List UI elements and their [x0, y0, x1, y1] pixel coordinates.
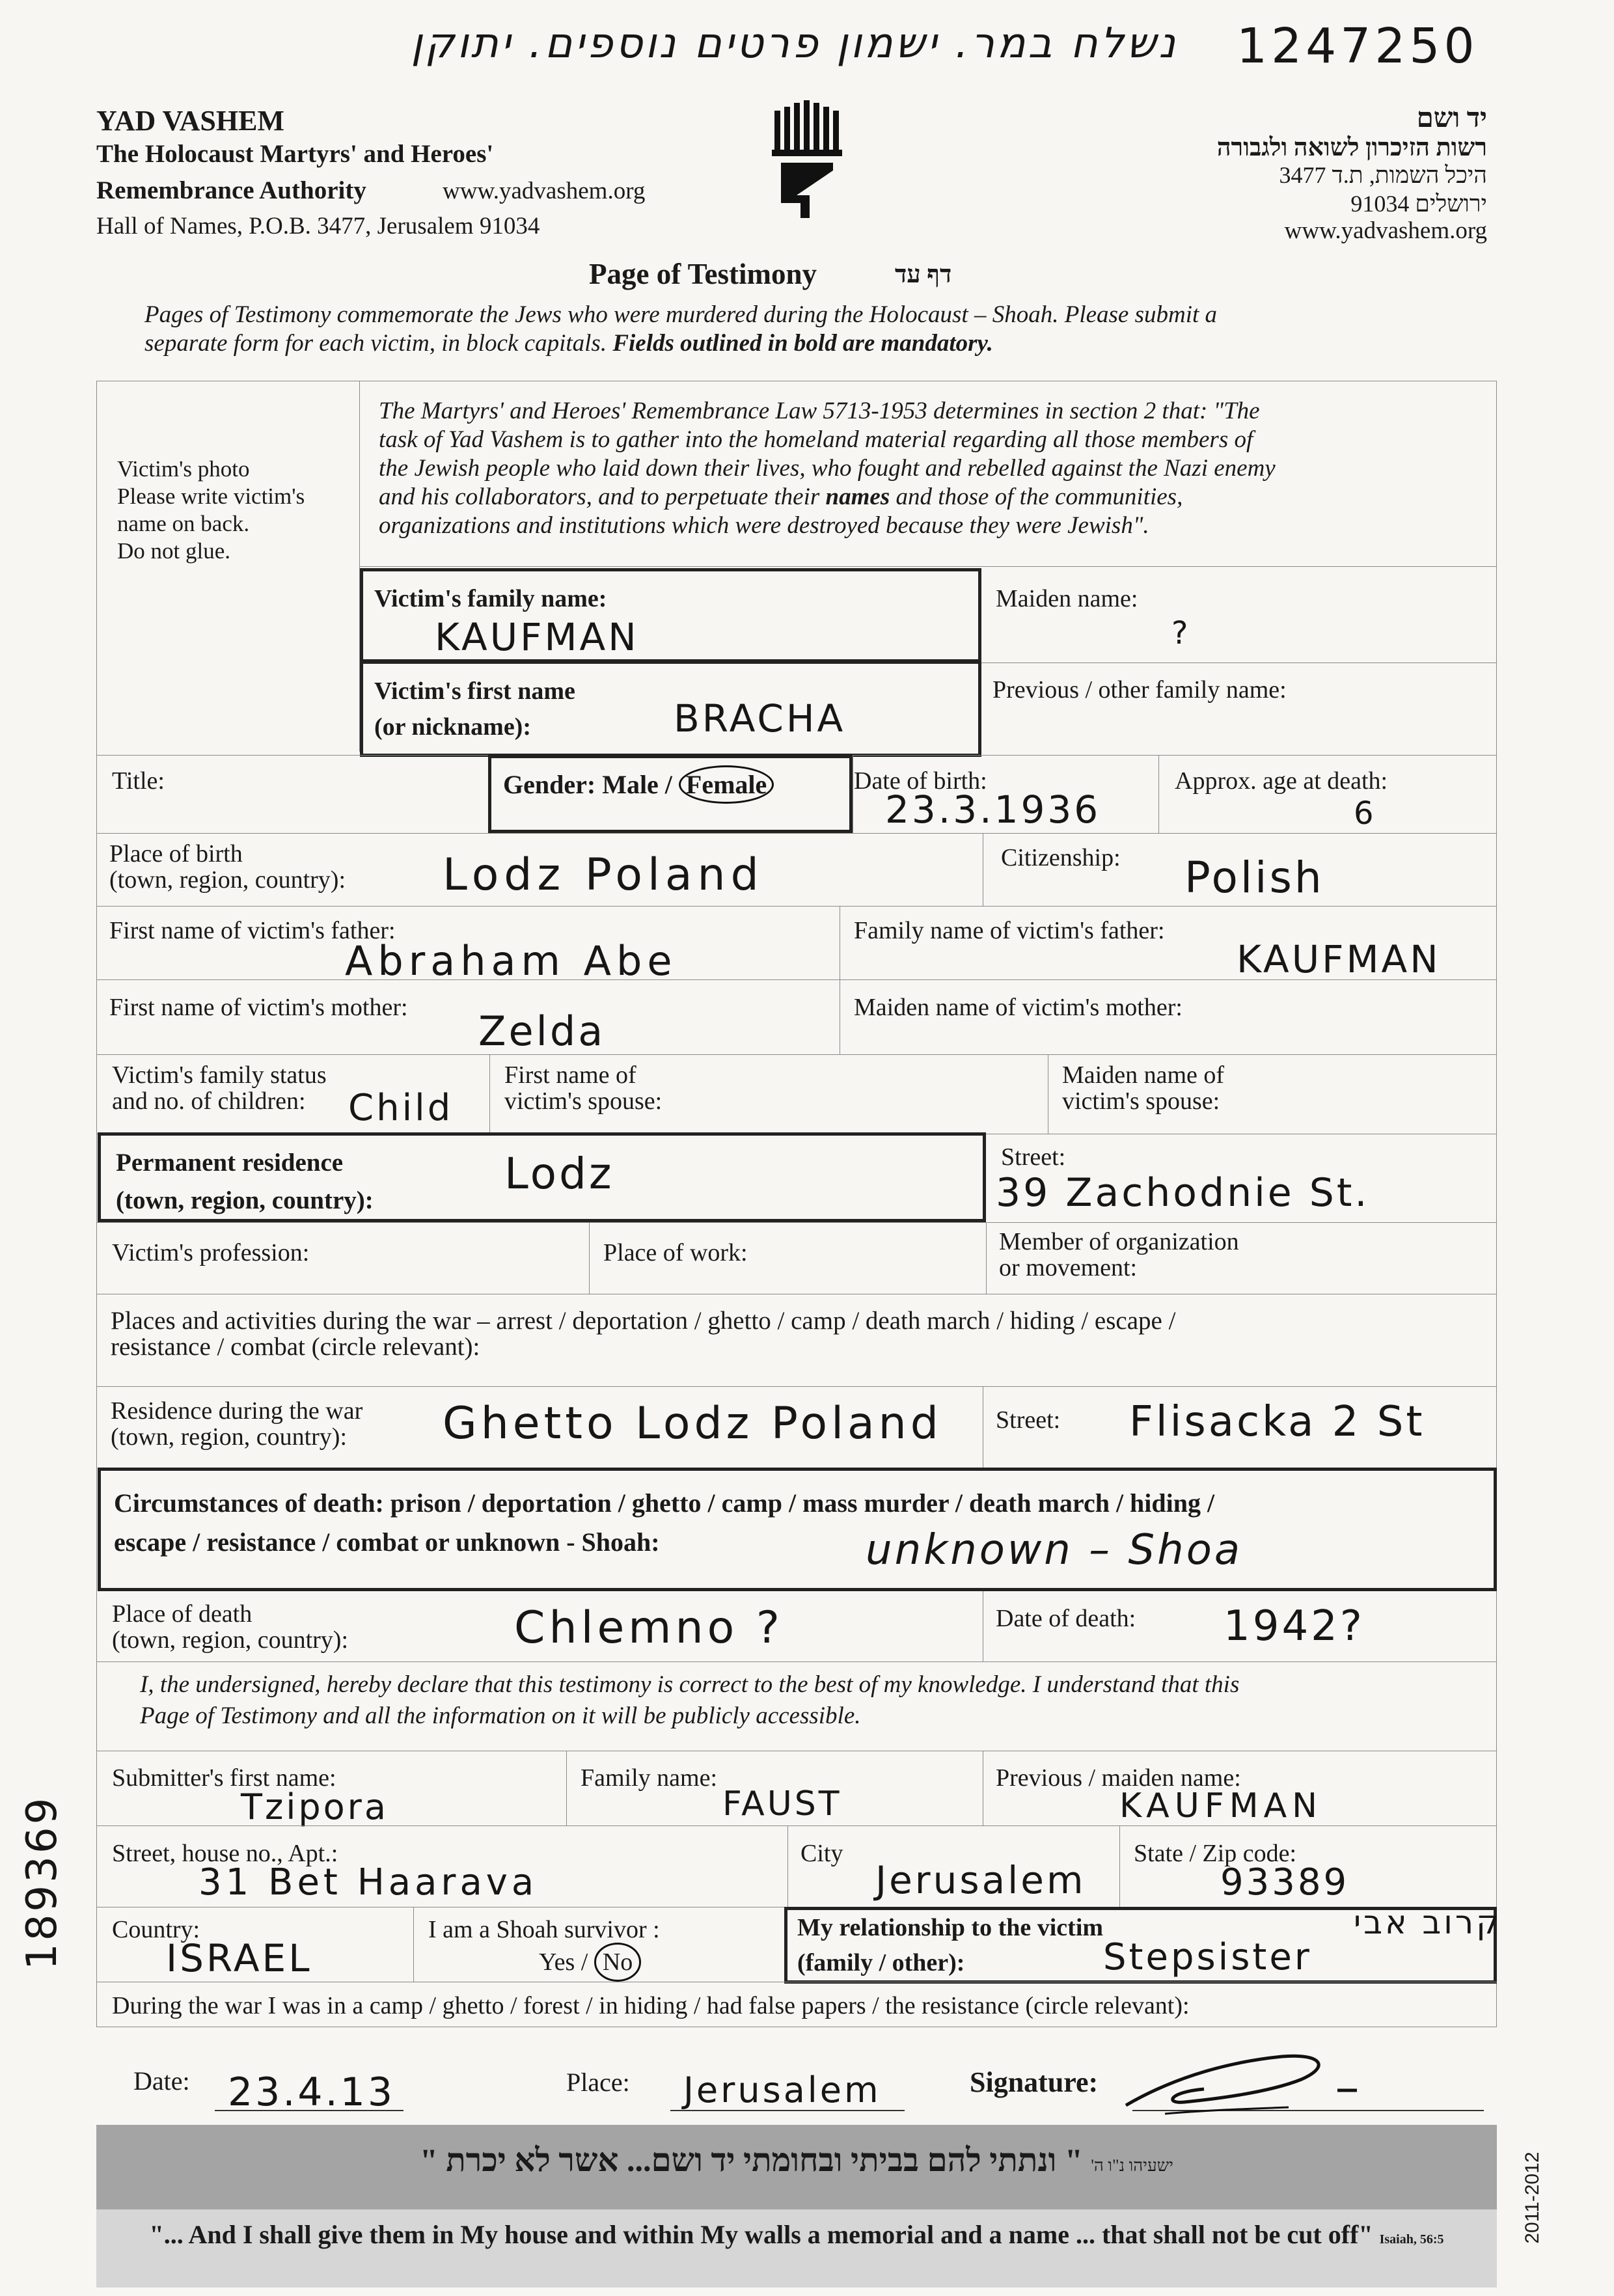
work-label: Place of work:: [603, 1239, 748, 1266]
spouse-first-divider: [489, 1054, 490, 1134]
submitter-street-label: Street, house no., Apt.:: [112, 1840, 338, 1867]
pod-label2: (town, region, country):: [112, 1626, 349, 1654]
submitter-country-value: ISRAEL: [166, 1936, 312, 1980]
law-line4: [379, 483, 1485, 512]
submitter-previous-label: Previous / maiden name:: [996, 1764, 1241, 1792]
form-title: Page of Testimony: [589, 258, 817, 290]
row-line-j: [96, 1386, 1497, 1387]
residence-value: Lodz: [504, 1149, 614, 1199]
org-member-label2: or movement:: [999, 1254, 1138, 1281]
footer-en: [104, 2219, 1489, 2250]
dob-label: Date of birth:: [854, 767, 987, 795]
first-name-label1: Victim's first name: [374, 677, 575, 705]
relationship-label2: (family / other):: [797, 1949, 965, 1976]
spouse-first-label: [504, 1062, 662, 1114]
submitter-family-value: FAUST: [722, 1784, 842, 1824]
residence-label: [116, 1144, 374, 1220]
org-name: YAD VASHEM: [96, 105, 284, 137]
submitter-street-value: 31 Bet Haarava: [198, 1861, 538, 1904]
relationship-label: [797, 1910, 1103, 1980]
submitter-zip-label: State / Zip code:: [1134, 1840, 1297, 1867]
submitter-zip-value: 93389: [1220, 1861, 1350, 1904]
row-line-k: [96, 1661, 1497, 1662]
place-value: Jerusalem: [683, 2070, 881, 2111]
signature-label: Signature:: [970, 2066, 1099, 2098]
footer-heb-quote: " ונתתי להם בביתי ובחומתי יד ושם... אשר לא יכרת ": [420, 2142, 1083, 2178]
relationship-label1: My relationship to the victim: [797, 1914, 1104, 1941]
photo-instructions: [117, 456, 305, 565]
survivor-no[interactable]: No: [594, 1943, 641, 1982]
citizenship-value: Polish: [1184, 853, 1324, 903]
family-status-label: [112, 1062, 327, 1114]
street-value: 39 Zachodnie St.: [996, 1170, 1370, 1216]
intro-text: [144, 301, 1511, 358]
family-status-label2: and no. of children:: [112, 1087, 306, 1115]
previous-family-name-label: Previous / other family name:: [992, 676, 1287, 704]
survivor-divider: [413, 1907, 414, 1982]
war-residence-label1: Residence during the war: [111, 1397, 363, 1425]
relationship-value: Stepsister: [1103, 1936, 1312, 1978]
heb-org-line1: רשות הזיכרון לשואה ולגבורה: [1216, 134, 1487, 161]
survivor-options: [539, 1949, 641, 1975]
during-war-label: During the war I was in a camp / ghetto / forest / in hiding / had false papers / the resistance (circle relevant):: [112, 1992, 1190, 2019]
spouse-first-label1: First name of: [504, 1061, 636, 1089]
place-label: Place:: [566, 2068, 630, 2097]
declaration-line2: Page of Testimony and all the information on it will be publicly accessible.: [140, 1702, 861, 1729]
org-website: www.yadvashem.org: [443, 178, 646, 204]
intro-line2-bold: Fields outlined in bold are mandatory.: [612, 330, 993, 357]
family-name-label: Victim's family name:: [374, 585, 607, 612]
law-line1: The Martyrs' and Heroes' Remembrance Law 5713-1953 determines in section 2 that: "The: [379, 398, 1260, 424]
first-name-value: BRACHA: [674, 696, 846, 741]
spouse-maiden-label: [1062, 1062, 1224, 1114]
death-circ-value: unknown – Shoa: [866, 1526, 1243, 1574]
declaration-line1: I, the undersigned, hereby declare that this testimony is correct to the best of my knowledge. I understand that this: [140, 1671, 1240, 1698]
yad-vashem-logo: [768, 98, 846, 221]
photo-line4: Do not glue.: [117, 538, 231, 564]
intro-line1: Pages of Testimony commemorate the Jews who were murdered during the Holocaust – Shoah. Please submit a: [144, 301, 1218, 328]
title-label: Title:: [112, 767, 165, 795]
pob-label2: (town, region, country):: [109, 866, 346, 894]
dod-value: 1942?: [1224, 1602, 1365, 1650]
date-value: 23.4.13: [228, 2070, 396, 2115]
father-family-value: KAUFMAN: [1237, 937, 1441, 981]
law-line4c: and those of the communities,: [890, 484, 1183, 510]
profession-label: Victim's profession:: [112, 1239, 310, 1266]
law-line4b: names: [825, 484, 890, 510]
dod-label: Date of death:: [996, 1605, 1136, 1632]
street-label: Street:: [1001, 1143, 1066, 1171]
maiden-name-value: ?: [1171, 615, 1191, 651]
pod-label1: Place of death: [112, 1600, 253, 1628]
photo-line1: Victim's photo: [117, 456, 250, 482]
age-label: Approx. age at death:: [1175, 767, 1388, 795]
org-divider: [986, 1222, 987, 1294]
mother-maiden-label: Maiden name of victim's mother:: [854, 994, 1183, 1021]
heb-org-line2: היכל השמות, ת.ד 3477: [1279, 162, 1487, 188]
heb-org-website: www.yadvashem.org: [1284, 217, 1487, 244]
gender-male: Male /: [602, 770, 672, 799]
place-underline: [670, 2110, 905, 2111]
submitter-city-label: City: [800, 1840, 843, 1867]
row-line-d: [96, 906, 1497, 907]
pod-label: [112, 1601, 348, 1653]
residence-label2: (town, region, country):: [116, 1186, 374, 1214]
war-places-line2: resistance / combat (circle relevant):: [111, 1333, 480, 1361]
gender-female[interactable]: Female: [679, 765, 774, 804]
law-bottom-line: [359, 566, 1497, 567]
submitter-family-label: Family name:: [581, 1764, 718, 1792]
row-line-f: [96, 1054, 1497, 1055]
residence-label1: Permanent residence: [116, 1149, 344, 1177]
family-status-value: Child: [348, 1087, 454, 1129]
first-name-label: [374, 678, 575, 740]
survivor-label: I am a Shoah survivor :: [428, 1916, 660, 1943]
submitter-zip-divider: [1119, 1825, 1120, 1907]
maiden-name-label: Maiden name:: [996, 585, 1138, 612]
war-street-label: Street:: [996, 1406, 1061, 1434]
footer-en-quote: "... And I shall give them in My house and within My walls a memorial and a name ... that shall not be cut off": [149, 2220, 1373, 2249]
submitter-city-value: Jerusalem: [875, 1858, 1086, 1902]
footer-heb: [104, 2141, 1489, 2179]
father-first-value: Abraham Abe: [345, 937, 677, 985]
dob-value: 23.3.1936: [885, 787, 1101, 832]
work-divider: [589, 1222, 590, 1294]
gender-field: [503, 772, 774, 798]
photo-line2: Please write victim's: [117, 484, 305, 509]
row-line-m: [96, 1825, 1497, 1826]
org-member-label: [999, 1229, 1239, 1281]
pob-value: Lodz Poland: [443, 849, 764, 901]
side-years: 2011-2012: [1522, 2152, 1543, 2244]
survivor-yes[interactable]: Yes /: [539, 1948, 588, 1976]
father-first-label: First name of victim's father:: [109, 917, 396, 944]
war-places-label: [111, 1308, 1175, 1360]
mother-first-label: First name of victim's mother:: [109, 994, 408, 1021]
age-value: 6: [1354, 795, 1376, 832]
family-name-value: KAUFMAN: [435, 615, 639, 659]
row-line-c: [96, 833, 1497, 834]
pod-value: Chlemno ?: [514, 1602, 784, 1654]
footer-heb-source: ישעיהו נ"ו ה': [1091, 2156, 1173, 2175]
heb-org-line3: ירושלים 91034: [1350, 191, 1487, 217]
side-number: 189369: [18, 1795, 66, 1970]
row-line-h: [96, 1222, 1497, 1223]
age-divider: [1158, 755, 1159, 833]
war-residence-label: [111, 1398, 362, 1450]
war-residence-label2: (town, region, country):: [111, 1423, 348, 1451]
intro-line2: [144, 329, 1511, 358]
submitter-previous-value: KAUFMAN: [1119, 1786, 1323, 1825]
photo-line3: name on back.: [117, 511, 250, 536]
law-line2: task of Yad Vashem is to gather into the homeland material regarding all those members of: [379, 426, 1253, 453]
submitter-family-divider: [566, 1751, 567, 1825]
death-circ-line2: escape / resistance / combat or unknown - Shoah:: [114, 1527, 660, 1557]
gender-label: Gender:: [503, 770, 596, 799]
mother-first-value: Zelda: [478, 1007, 606, 1055]
submitter-first-value: Tzipora: [241, 1786, 389, 1827]
family-status-label1: Victim's family status: [112, 1061, 327, 1089]
submitter-city-divider: [787, 1825, 788, 1907]
war-residence-value: Ghetto Lodz Poland: [443, 1398, 942, 1449]
spouse-maiden-label1: Maiden name of: [1062, 1061, 1225, 1089]
law-line5: organizations and institutions which were destroyed because they were Jewish".: [379, 512, 1149, 539]
declaration: [140, 1669, 1239, 1732]
war-places-line1: Places and activities during the war – arrest / deportation / ghetto / camp / death march / hiding / escape /: [111, 1307, 1176, 1335]
org-line1: The Holocaust Martyrs' and Heroes': [96, 140, 494, 168]
row-line-e: [96, 979, 1497, 980]
date-underline: [215, 2110, 404, 2111]
citizenship-label: Citizenship:: [1001, 844, 1121, 871]
heb-org-name: יד ושם: [1416, 103, 1487, 133]
top-hebrew-note: נשלח במר. ישמון פרטים נוספים. יתוקן: [411, 20, 1178, 68]
law-line4a: and his collaborators, and to perpetuate their: [379, 484, 826, 510]
spouse-maiden-label2: victim's spouse:: [1062, 1087, 1220, 1115]
war-street-value: Flisacka 2 St: [1129, 1398, 1425, 1446]
org-member-label1: Member of organization: [999, 1228, 1239, 1255]
law-text: [379, 397, 1485, 540]
death-circ-line1: Circumstances of death: prison / deportation / ghetto / camp / mass murder / death march / hiding /: [114, 1488, 1215, 1518]
spouse-first-label2: victim's spouse:: [504, 1087, 663, 1115]
signature-scrawl: [1106, 2037, 1471, 2131]
relationship-heb-note: קרוב אבי: [1354, 1904, 1502, 1941]
father-family-label: Family name of victim's father:: [854, 917, 1165, 944]
org-line2: Remembrance Authority: [96, 176, 366, 204]
footer-en-source: Isaiah, 56:5: [1379, 2232, 1444, 2247]
law-line3: the Jewish people who laid down their lives, who fought and rebelled against the Nazi enemy: [379, 455, 1276, 482]
intro-line2-plain: separate form for each victim, in block capitals.: [144, 330, 613, 357]
submitter-first-label: Submitter's first name:: [112, 1764, 336, 1792]
record-number: 1247250: [1237, 18, 1479, 74]
date-label: Date:: [133, 2066, 190, 2096]
first-name-label2: (or nickname):: [374, 713, 531, 741]
pob-label: [109, 841, 346, 893]
org-address: Hall of Names, P.O.B. 3477, Jerusalem 91034: [96, 213, 540, 239]
submitter-country-label: Country:: [112, 1916, 200, 1943]
pob-label1: Place of birth: [109, 840, 243, 868]
form-title-heb: דף עד: [895, 261, 952, 288]
